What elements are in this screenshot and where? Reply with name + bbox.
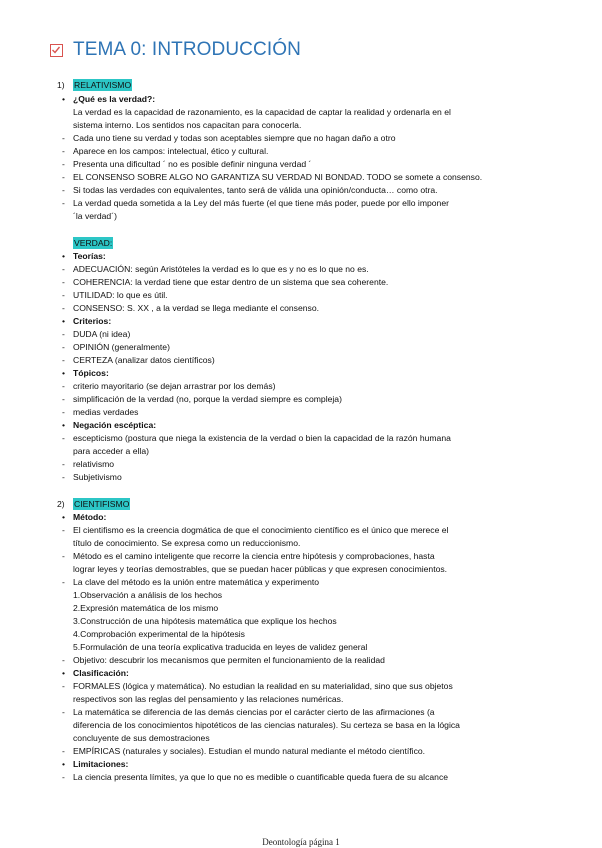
dash-marker: - <box>62 185 65 195</box>
line-text: ´la verdad´) <box>73 211 117 221</box>
line-text: EMPÍRICAS (naturales y sociales). Estudian el mundo natural mediante el método científico. <box>73 746 426 756</box>
subheading: Tópicos: <box>73 368 109 378</box>
line-text: Si todas las verdades con equivalentes, tanto será de válida una opinión/conducta… como otra. <box>73 185 438 195</box>
dash-marker: - <box>62 551 65 561</box>
line-text: criterio mayoritario (se dejan arrastrar por los demás) <box>73 381 276 391</box>
line-text: 2.Expresión matemática de los mismo <box>73 603 219 613</box>
dash-marker: - <box>62 577 65 587</box>
section-heading: VERDAD: <box>74 238 113 248</box>
bullet-marker: • <box>62 316 66 326</box>
dash-marker: - <box>62 772 65 782</box>
line-text: 3.Construcción de una hipótesis matemática que explique los hechos <box>73 616 337 626</box>
dash-marker: - <box>62 525 65 535</box>
line-text: respectivos son las reglas del pensamiento y las relaciones numéricas. <box>73 694 344 704</box>
line-text: Aparece en los campos: intelectual, ético y cultural. <box>73 146 269 156</box>
bullet-marker: • <box>62 668 66 678</box>
line-text: La ciencia presenta límites, ya que lo que no es medible o cuantificable queda fuera de su alcance <box>73 772 449 782</box>
dash-marker: - <box>62 459 65 469</box>
dash-marker: - <box>62 329 65 339</box>
line-text: DUDA (ni idea) <box>73 329 131 339</box>
section-heading: CIENTIFISMO <box>74 499 130 509</box>
line-text: Método es el camino inteligente que recorre la ciencia entre hipótesis y comprobaciones, hasta <box>73 551 435 561</box>
line-text: El cientifismo es la creencia dogmática de que el conocimiento científico es el único que merece el <box>73 525 449 535</box>
bullet-marker: • <box>62 512 66 522</box>
page-title <box>50 38 301 62</box>
dash-marker: - <box>62 407 65 417</box>
subheading: Clasificación: <box>73 668 129 678</box>
dash-marker: - <box>62 159 65 169</box>
line-text: CERTEZA (analizar datos científicos) <box>73 355 215 365</box>
dash-marker: - <box>62 707 65 717</box>
line-text: lograr leyes y teorías demostrables, que se puedan hacer públicas y que expresen conocimientos. <box>73 564 448 574</box>
section-heading: RELATIVISMO <box>74 80 132 90</box>
line-text: concluyente de sus demostraciones <box>73 733 210 743</box>
dash-marker: - <box>62 303 65 313</box>
line-text: Objetivo: descubrir los mecanismos que permiten el funcionamiento de la realidad <box>73 655 385 665</box>
bullet-marker: • <box>62 251 66 261</box>
dash-marker: - <box>62 133 65 143</box>
line-text: ADECUACIÓN: según Aristóteles la verdad es lo que es y no es lo que no es. <box>73 264 369 274</box>
line-text: relativismo <box>73 459 115 469</box>
line-text: diferencia de los conocimientos hipotéticos de las ciencias naturales). Su certeza se basa en la lógica <box>73 720 460 730</box>
line-text: Subjetivismo <box>73 472 122 482</box>
line-text: La verdad es la capacidad de razonamiento, es la capacidad de captar la realidad y ordenarla en el <box>73 107 451 117</box>
bullet-marker: • <box>62 94 66 104</box>
line-text: La verdad queda sometida a la Ley del más fuerte (el que tiene más poder, puede por ello imponer <box>73 198 449 208</box>
line-text: 4.Comprobación experimental de la hipótesis <box>73 629 245 639</box>
line-text: La matemática se diferencia de las demás ciencias por el carácter cierto de las afirmaciones (a <box>73 707 435 717</box>
line-text: simplificación de la verdad (no, porque la verdad siempre es compleja) <box>73 394 342 404</box>
list-number: 1) <box>57 80 65 90</box>
page-footer: Deontología página 1 <box>262 837 340 847</box>
bullet-marker: • <box>62 420 66 430</box>
line-text: título de conocimiento. Se expresa como un reduccionismo. <box>73 538 301 548</box>
dash-marker: - <box>62 472 65 482</box>
line-text: Cada uno tiene su verdad y todas son aceptables siempre que no hagan daño a otro <box>73 133 396 143</box>
subheading: Teorías: <box>73 251 106 261</box>
line-text: COHERENCIA: la verdad tiene que estar dentro de un sistema que sea coherente. <box>73 277 389 287</box>
dash-marker: - <box>62 746 65 756</box>
line-text: 5.Formulación de una teoría explicativa traducida en leyes de validez general <box>73 642 368 652</box>
line-text: 1.Observación a análisis de los hechos <box>73 590 223 600</box>
dash-marker: - <box>62 290 65 300</box>
dash-marker: - <box>62 433 65 443</box>
dash-marker: - <box>62 394 65 404</box>
subheading: Negación escéptica: <box>73 420 157 430</box>
line-text: OPINIÓN (generalmente) <box>73 342 170 352</box>
dash-marker: - <box>62 681 65 691</box>
bullet-marker: • <box>62 759 66 769</box>
subheading: Limitaciones: <box>73 759 129 769</box>
line-text: escepticismo (postura que niega la existencia de la verdad o bien la capacidad de la razón humana <box>73 433 451 443</box>
dash-marker: - <box>62 277 65 287</box>
dash-marker: - <box>62 342 65 352</box>
dash-marker: - <box>62 355 65 365</box>
title-text: TEMA 0: INTRODUCCIÓN <box>73 39 301 60</box>
dash-marker: - <box>62 198 65 208</box>
dash-marker: - <box>62 381 65 391</box>
line-text: UTILIDAD: lo que es útil. <box>73 290 168 300</box>
dash-marker: - <box>62 655 65 665</box>
line-text: EL CONSENSO SOBRE ALGO NO GARANTIZA SU VERDAD NI BONDAD. TODO se somete a consenso. <box>73 172 483 182</box>
dash-marker: - <box>62 172 65 182</box>
line-text: La clave del método es la unión entre matemática y experimento <box>73 577 320 587</box>
line-text: Presenta una dificultad ´ no es posible definir ninguna verdad ´ <box>73 159 312 169</box>
list-number: 2) <box>57 499 65 509</box>
line-text: sistema interno. Los sentidos nos capacitan para conocerla. <box>73 120 302 130</box>
dash-marker: - <box>62 146 65 156</box>
line-text: FORMALES (lógica y matemática). No estudian la realidad en su materialidad, sino que sus objetos <box>73 681 453 691</box>
checkbox-icon <box>50 44 63 57</box>
dash-marker: - <box>62 264 65 274</box>
subheading: Método: <box>73 512 107 522</box>
line-text: medias verdades <box>73 407 139 417</box>
line-text: para acceder a ella) <box>73 446 149 456</box>
line-text: CONSENSO: S. XX , a la verdad se llega mediante el consenso. <box>73 303 320 313</box>
subheading: ¿Qué es la verdad?: <box>73 94 156 104</box>
subheading: Criterios: <box>73 316 112 326</box>
bullet-marker: • <box>62 368 66 378</box>
